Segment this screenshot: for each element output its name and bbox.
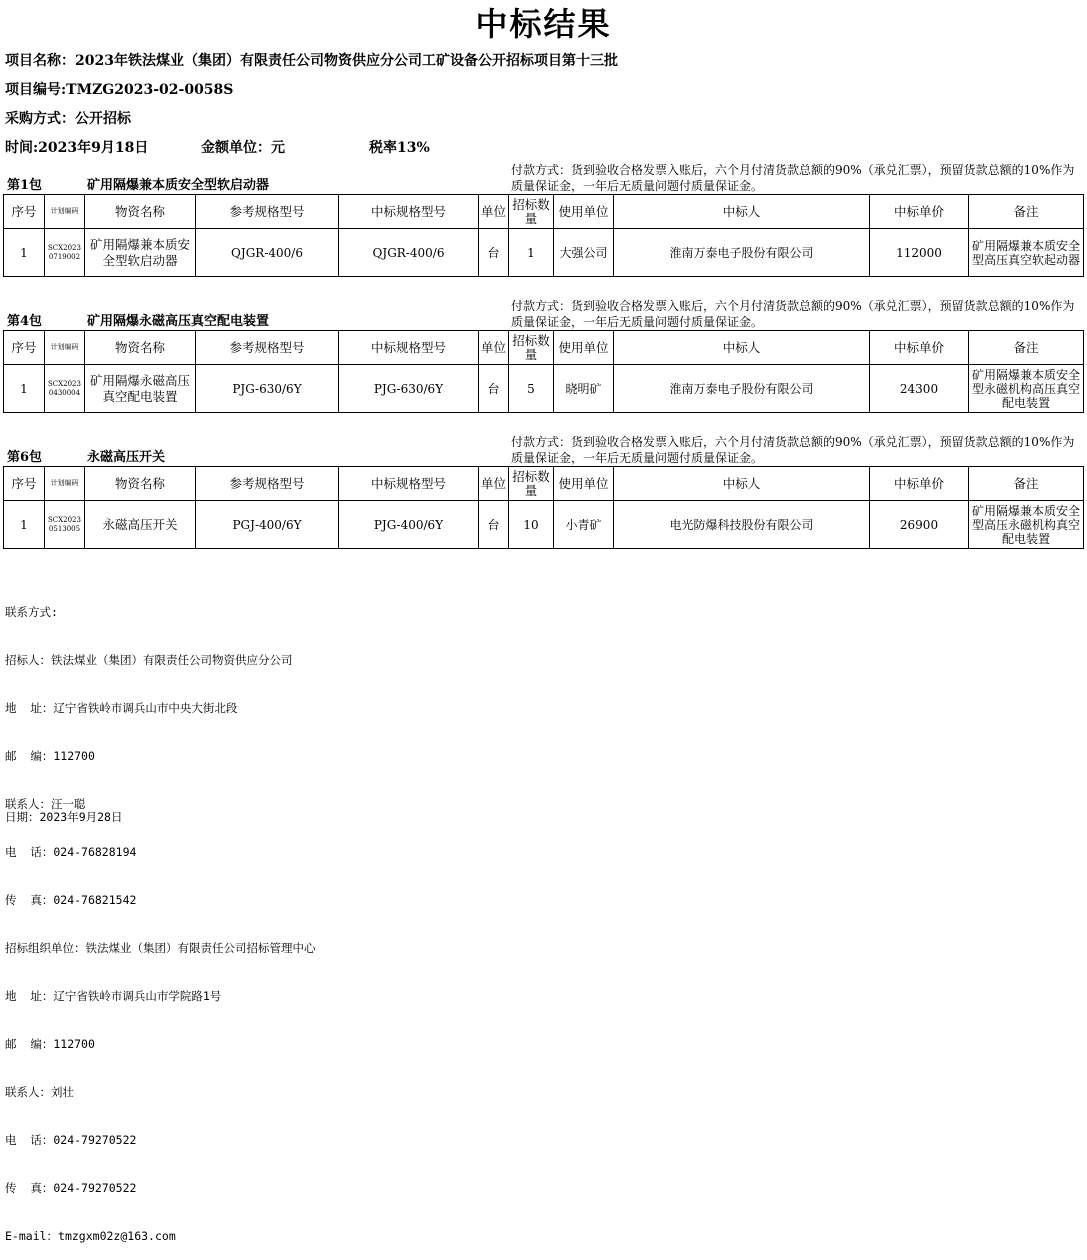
package-number: 第1包 xyxy=(7,178,43,193)
cell-ref-spec: PJG-630/6Y xyxy=(196,365,339,413)
cell-win-spec: QJGR-400/6 xyxy=(339,229,479,277)
col-winner: 中标人 xyxy=(614,195,870,229)
col-price: 中标单价 xyxy=(870,195,969,229)
col-unit: 单位 xyxy=(479,195,509,229)
project-name: 项目名称：2023年铁法煤业（集团）有限责任公司物资供应分公司工矿设备公开招标项目第十三批 xyxy=(5,53,618,69)
cell-unit: 台 xyxy=(479,501,509,549)
payment-terms: 付款方式：货到验收合格发票入账后，六个月付清货款总额的90%（承兑汇票），预留货款总额的10%作为质量保证金，一年后无质量问题付质量保证金。 xyxy=(511,299,1075,329)
cell-winner: 淮南万泰电子股份有限公司 xyxy=(614,365,870,413)
cell-plan-code: SCX2023 0513005 xyxy=(45,501,85,549)
col-ref-spec: 参考规格型号 xyxy=(196,467,339,501)
cell-note: 矿用隔爆兼本质安全型永磁机构高压真空配电装置 xyxy=(969,365,1084,413)
table-header-row xyxy=(4,195,1084,229)
contact-info xyxy=(5,572,316,1260)
cell-price: 24300 xyxy=(870,365,969,413)
contact-line: 电 话：024-79270522 xyxy=(5,1133,137,1147)
package-section xyxy=(0,434,1087,546)
cell-plan-code: SCX2023 0430004 xyxy=(45,365,85,413)
col-win-spec: 中标规格型号 xyxy=(339,331,479,365)
cell-note: 矿用隔爆兼本质安全型高压真空软起动器 xyxy=(969,229,1084,277)
cell-user: 晓明矿 xyxy=(554,365,614,413)
project-number: 项目编号:TMZG2023-02-0058S xyxy=(5,82,234,98)
col-winner: 中标人 xyxy=(614,331,870,365)
result-table xyxy=(3,194,1084,277)
cell-price: 112000 xyxy=(870,229,969,277)
col-unit: 单位 xyxy=(479,331,509,365)
contact-line: 联系方式: xyxy=(5,605,58,619)
col-item-name: 物资名称 xyxy=(85,467,196,501)
cell-item-name: 永磁高压开关 xyxy=(85,501,196,549)
contact-line: 邮 编：112700 xyxy=(5,1037,95,1051)
contact-line: 传 真：024-79270522 xyxy=(5,1181,137,1195)
package-section xyxy=(0,298,1087,410)
table-row xyxy=(4,229,1084,277)
package-name: 矿用隔爆永磁高压真空配电装置 xyxy=(87,314,270,329)
cell-unit: 台 xyxy=(479,365,509,413)
contact-line: 电 话：024-76828194 xyxy=(5,845,137,859)
contact-line: 联系人：刘壮 xyxy=(5,1085,74,1099)
cell-ref-spec: QJGR-400/6 xyxy=(196,229,339,277)
col-win-spec: 中标规格型号 xyxy=(339,467,479,501)
col-seq: 序号 xyxy=(4,467,45,501)
col-winner: 中标人 xyxy=(614,467,870,501)
cell-item-name: 矿用隔爆兼本质安全型软启动器 xyxy=(85,229,196,277)
col-user: 使用单位 xyxy=(554,195,614,229)
procurement-method: 采购方式：公开招标 xyxy=(5,111,131,127)
table-row xyxy=(4,501,1084,549)
package-number: 第6包 xyxy=(7,450,43,465)
bid-time: 时间:2023年9月18日 xyxy=(5,140,149,156)
amount-unit: 金额单位：元 xyxy=(201,140,285,156)
col-plan-code: 计划编码 xyxy=(45,331,85,365)
col-price: 中标单价 xyxy=(870,331,969,365)
col-plan-code: 计划编码 xyxy=(45,195,85,229)
contact-line: 招标人：铁法煤业（集团）有限责任公司物资供应分公司 xyxy=(5,653,293,667)
document-date: 日期：2023年9月28日 xyxy=(5,810,123,824)
contact-line: 招标组织单位：铁法煤业（集团）有限责任公司招标管理中心 xyxy=(5,941,316,955)
col-price: 中标单价 xyxy=(870,467,969,501)
payment-terms: 付款方式：货到验收合格发票入账后，六个月付清货款总额的90%（承兑汇票），预留货款总额的10%作为质量保证金，一年后无质量问题付质量保证金。 xyxy=(511,435,1075,465)
header-meta-line xyxy=(5,139,430,157)
table-header-row xyxy=(4,467,1084,501)
col-qty: 招标数量 xyxy=(509,195,554,229)
cell-seq: 1 xyxy=(4,365,45,413)
col-qty: 招标数量 xyxy=(509,467,554,501)
result-table xyxy=(3,466,1084,549)
col-note: 备注 xyxy=(969,195,1084,229)
col-seq: 序号 xyxy=(4,195,45,229)
page-title: 中标结果 xyxy=(475,5,612,43)
cell-win-spec: PJG-400/6Y xyxy=(339,501,479,549)
payment-terms: 付款方式：货到验收合格发票入账后，六个月付清货款总额的90%（承兑汇票），预留货款总额的10%作为质量保证金，一年后无质量问题付质量保证金。 xyxy=(511,163,1075,193)
contact-line: 地 址：辽宁省铁岭市调兵山市学院路1号 xyxy=(5,989,222,1003)
cell-win-spec: PJG-630/6Y xyxy=(339,365,479,413)
col-qty: 招标数量 xyxy=(509,331,554,365)
col-seq: 序号 xyxy=(4,331,45,365)
package-name: 永磁高压开关 xyxy=(87,450,166,465)
result-table xyxy=(3,330,1084,413)
tax-rate: 税率13% xyxy=(369,140,430,156)
cell-winner: 淮南万泰电子股份有限公司 xyxy=(614,229,870,277)
cell-user: 大强公司 xyxy=(554,229,614,277)
package-section xyxy=(0,162,1087,268)
col-plan-code: 计划编码 xyxy=(45,467,85,501)
col-user: 使用单位 xyxy=(554,467,614,501)
cell-seq: 1 xyxy=(4,229,45,277)
cell-qty: 5 xyxy=(509,365,554,413)
contact-email: E-mail：tmzgxm02z@163.com xyxy=(5,1229,176,1243)
col-item-name: 物资名称 xyxy=(85,195,196,229)
col-note: 备注 xyxy=(969,331,1084,365)
cell-price: 26900 xyxy=(870,501,969,549)
col-note: 备注 xyxy=(969,467,1084,501)
cell-user: 小青矿 xyxy=(554,501,614,549)
cell-seq: 1 xyxy=(4,501,45,549)
col-ref-spec: 参考规格型号 xyxy=(196,195,339,229)
cell-unit: 台 xyxy=(479,229,509,277)
col-user: 使用单位 xyxy=(554,331,614,365)
contact-line: 联系人：汪一聪 xyxy=(5,797,86,811)
contact-line: 传 真：024-76821542 xyxy=(5,893,137,907)
package-name: 矿用隔爆兼本质安全型软启动器 xyxy=(87,178,270,193)
cell-qty: 1 xyxy=(509,229,554,277)
table-header-row xyxy=(4,331,1084,365)
cell-ref-spec: PGJ-400/6Y xyxy=(196,501,339,549)
col-unit: 单位 xyxy=(479,467,509,501)
col-ref-spec: 参考规格型号 xyxy=(196,331,339,365)
cell-note: 矿用隔爆兼本质安全型高压永磁机构真空配电装置 xyxy=(969,501,1084,549)
contact-line: 邮 编：112700 xyxy=(5,749,95,763)
col-win-spec: 中标规格型号 xyxy=(339,195,479,229)
cell-qty: 10 xyxy=(509,501,554,549)
col-item-name: 物资名称 xyxy=(85,331,196,365)
table-row xyxy=(4,365,1084,413)
package-number: 第4包 xyxy=(7,314,43,329)
contact-line: 地 址：辽宁省铁岭市调兵山市中央大街北段 xyxy=(5,701,238,715)
cell-item-name: 矿用隔爆永磁高压真空配电装置 xyxy=(85,365,196,413)
cell-winner: 电光防爆科技股份有限公司 xyxy=(614,501,870,549)
cell-plan-code: SCX2023 0719002 xyxy=(45,229,85,277)
